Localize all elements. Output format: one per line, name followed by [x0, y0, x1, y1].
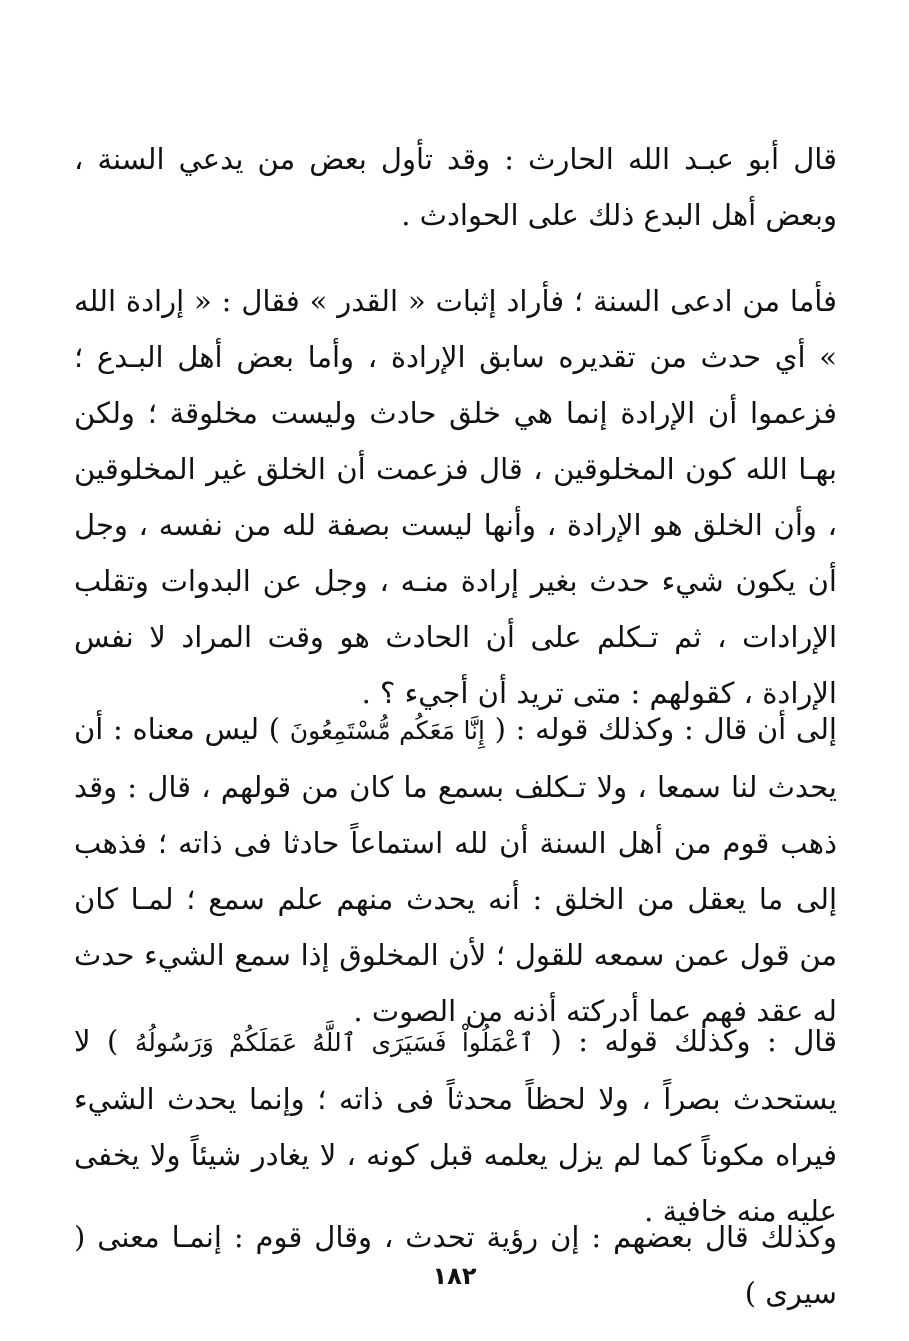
paragraph-4-intro: قال : وكذلك قوله : ( [534, 1024, 837, 1058]
paragraph-4 [74, 1013, 837, 1239]
quran-verse-2: ٱعْمَلُواْ فَسَيَرَى ٱللَّهُ عَمَلَكُمْ وَرَسُولُهُ [134, 1028, 534, 1057]
quran-verse-1: إِنَّا مَعَكُم مُّسْتَمِعُونَ [289, 716, 485, 745]
paragraph-3 [74, 701, 837, 1039]
paragraph-3-intro: إلى أن قال : وكذلك قوله : ( [484, 712, 837, 746]
paragraph-3-body: ) ليس معناه : أن يحدث لنا سمعا ، ولا تـكلف بسمع ما كان من قولهم ، قال : وقد ذهب قوم من أهل السنة أن لله استماعاً حادثا فى ذاته ؛ فذهب إلى ما يعقل من الخلق : أنه يحدث منهم علم سمع ؛ لمـا كان من قول عمن سمعه للقول ؛ لأن المخلوق إذا سمع الشيء حدث له عقد فهم عما أدركته أذنه من الصوت . [74, 712, 837, 1028]
paragraph-4-body: ) لا يستحدث بصراً ، ولا لحظاً محدثاً فى ذاته ؛ وإنما يحدث الشيء فيراه مكوناً كما لم يزل يعلمه قبل كونه ، لا يغادر شيئاً ولا يخفى عليه منه خافية . [74, 1024, 837, 1228]
page-number: ١٨٢ [432, 1262, 477, 1290]
paragraph-1: قال أبو عبـد الله الحارث : وقد تأول بعض من يدعي السنة ، وبعض أهل البدع ذلك على الحوادث . [74, 142, 837, 232]
paragraph-2: فأما من ادعى السنة ؛ فأراد إثبات « القدر » فقال : « إرادة الله » أي حدث من تقديره سابق الإرادة ، وأما بعض أهل البـدع ؛ فزعموا أن الإرادة إنما هي خلق حادث وليست مخلوقة ؛ ولكن بهـا الله كون المخلوقين ، قال فزعمت أن الخلق غير المخلوقين ، وأن الخلق هو الإرادة ، وأنها ليست بصفة لله من نفسه ، وجل أن يكون شيء حدث بغير إرادة منـه ، وجل عن البدوات وتقلب الإرادات ، ثم تـكلم على أن الحادث هو وقت المراد لا نفس الإرادة ، كقولهم : متى تريد أن أجيء ؟ . [74, 284, 837, 710]
paragraph-5: وكذلك قال بعضهم : إن رؤية تحدث ، وقال قوم : إنمـا معنى ( سيرى ) [74, 1220, 837, 1310]
